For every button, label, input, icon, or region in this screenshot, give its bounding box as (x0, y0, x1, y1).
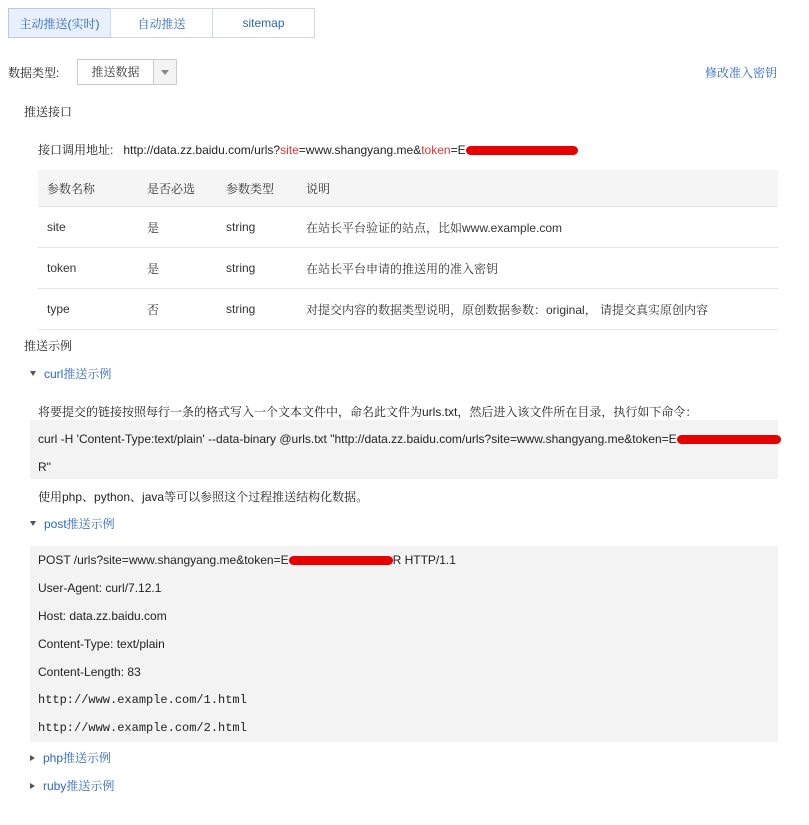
post-example-label: post推送示例 (44, 517, 115, 531)
interface-title: 推送接口 (24, 105, 73, 119)
examples-title: 推送示例 (24, 339, 73, 353)
tab-active-push[interactable]: 主动推送(实时) (8, 8, 111, 38)
cell-name: site (38, 207, 138, 248)
cell-type: string (217, 289, 297, 330)
curl-example-toggle[interactable] (30, 365, 111, 382)
ruby-example-label: ruby推送示例 (43, 779, 115, 793)
push-tabs (8, 8, 314, 38)
header-required: 是否必选 (138, 170, 217, 207)
post-header-user-agent: User-Agent: curl/7.12.1 (38, 581, 162, 595)
table-row (38, 248, 778, 289)
cell-type: string (217, 207, 297, 248)
post-request-line (38, 553, 456, 567)
redaction-mark (677, 435, 781, 444)
php-example-toggle[interactable] (30, 749, 111, 766)
table-row (38, 207, 778, 248)
curl-command-text: curl -H 'Content-Type:text/plain' --data-binary @urls.txt "http://data.zz.baidu.com/urls?site=www.shangyang.me&token=E (38, 432, 677, 446)
post-request-prefix: POST /urls?site=www.shangyang.me&token=E (38, 553, 289, 567)
curl-code-block (30, 420, 778, 479)
cell-required: 否 (138, 289, 217, 330)
data-type-label: 数据类型: (8, 66, 60, 80)
header-description: 说明 (297, 170, 778, 207)
cell-type: string (217, 248, 297, 289)
cell-name: type (38, 289, 138, 330)
expanded-arrow-icon (30, 521, 36, 526)
post-body-url: http://www.example.com/1.html (38, 693, 247, 707)
ruby-example-toggle[interactable] (30, 777, 114, 794)
params-table (38, 170, 778, 330)
curl-command-line1 (38, 432, 781, 446)
api-url-site: site (280, 143, 299, 157)
cell-desc: 对提交内容的数据类型说明，原创数据参数：original， 请提交真实原创内容 (297, 289, 778, 330)
api-url-prefix: http://data.zz.baidu.com/urls? (123, 143, 281, 157)
cell-name: token (38, 248, 138, 289)
tab-sitemap[interactable]: sitemap (212, 8, 315, 38)
api-address-label: 接口调用地址: (38, 143, 114, 157)
post-header-content-length: Content-Length: 83 (38, 665, 141, 679)
curl-description: 将要提交的链接按照每行一条的格式写入一个文本文件中，命名此文件为urls.txt，然后进入该文件所在目录，执行如下命令： (38, 405, 698, 419)
api-url-mid: =www.shangyang.me& (298, 143, 422, 157)
expanded-arrow-icon (30, 371, 36, 376)
data-type-select[interactable] (77, 59, 177, 85)
header-param-type: 参数类型 (217, 170, 297, 207)
api-address (38, 141, 578, 158)
tab-auto-push[interactable]: 自动推送 (110, 8, 213, 38)
cell-desc: 在站长平台申请的推送用的准入密钥 (297, 248, 778, 289)
curl-example-label: curl推送示例 (44, 367, 112, 381)
curl-note: 使用php、python、java等可以参照这个过程推送结构化数据。 (38, 490, 369, 504)
table-header-row (38, 170, 778, 207)
redaction-mark (466, 146, 578, 155)
data-type-value: 推送数据 (91, 65, 140, 79)
api-url-token: token (421, 143, 451, 157)
collapsed-arrow-icon (30, 783, 35, 789)
post-header-host: Host: data.zz.baidu.com (38, 609, 167, 623)
cell-required: 是 (138, 248, 217, 289)
redaction-mark (289, 556, 393, 565)
collapsed-arrow-icon (30, 755, 35, 761)
php-example-label: php推送示例 (43, 751, 112, 765)
post-body-url: http://www.example.com/2.html (38, 721, 247, 735)
post-example-toggle[interactable] (30, 515, 115, 532)
post-header-content-type: Content-Type: text/plain (38, 637, 165, 651)
post-request-suffix: R HTTP/1.1 (392, 553, 456, 567)
cell-desc: 在站长平台验证的站点，比如www.example.com (297, 207, 778, 248)
modify-key-link[interactable]: 修改准入密钥 (704, 66, 777, 80)
cell-required: 是 (138, 207, 217, 248)
header-param-name: 参数名称 (38, 170, 138, 207)
post-code-block (30, 546, 778, 742)
chevron-down-icon[interactable] (153, 60, 176, 84)
api-url-eq: =E (450, 143, 466, 157)
curl-command-line2: R" (38, 460, 51, 474)
table-row (38, 289, 778, 330)
